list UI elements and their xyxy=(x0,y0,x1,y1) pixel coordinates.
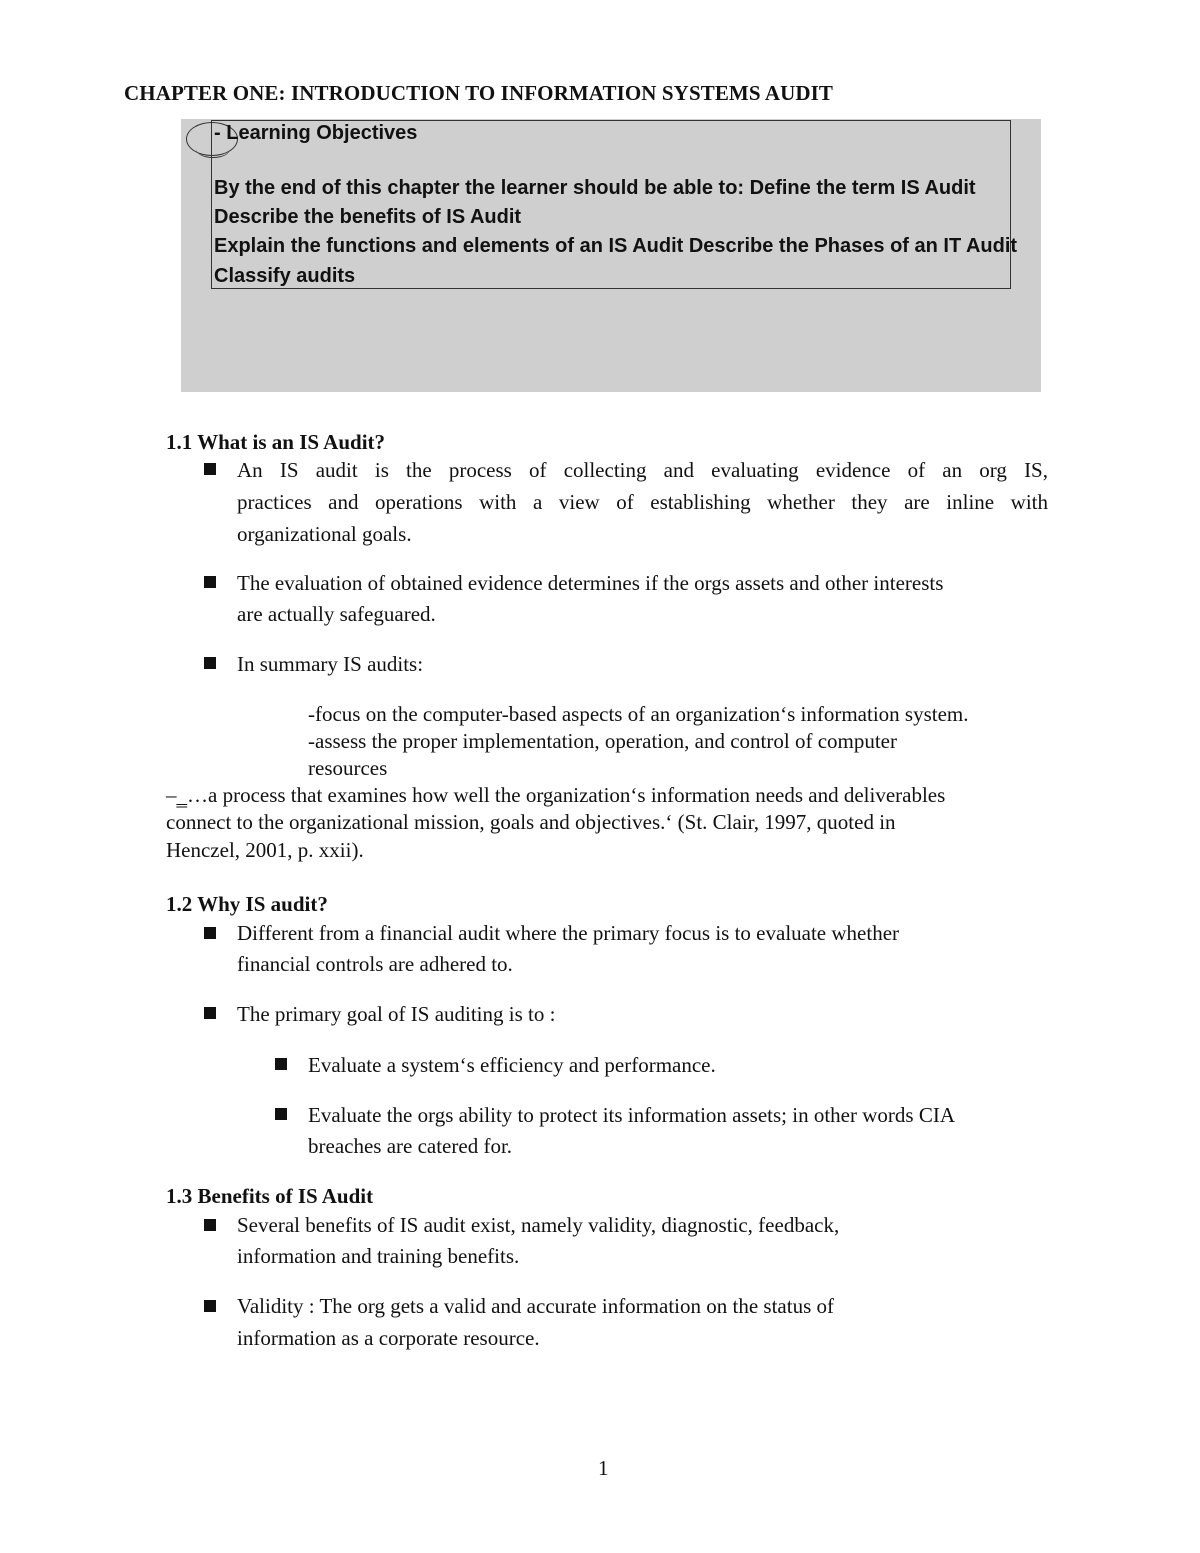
bullet-text: information and training benefits. xyxy=(237,1244,520,1268)
bullet-text: In summary IS audits: xyxy=(237,652,424,676)
bullet-icon xyxy=(204,927,216,939)
learning-objectives-heading-text: Learning Objectives xyxy=(226,122,418,144)
bullet-text: Different from a financial audit where the primary focus is to evaluate whether xyxy=(237,921,900,945)
sub-bullet-text: Evaluate the orgs ability to protect its information assets; in other words CIA xyxy=(308,1103,955,1127)
bullet-icon xyxy=(204,576,216,588)
learning-objective-line: Describe the benefits of IS Audit xyxy=(214,206,522,228)
bullet-icon xyxy=(204,1300,216,1312)
sub-bullet-icon xyxy=(275,1108,287,1120)
bullet-text: The primary goal of IS auditing is to : xyxy=(237,1002,556,1026)
quote-text: –‗…a process that examines how well the organization‘s information needs and deliverables xyxy=(166,783,946,807)
chapter-title: CHAPTER ONE: INTRODUCTION TO INFORMATION SYSTEMS AUDIT xyxy=(124,81,834,105)
sub-item: -assess the proper implementation, operation, and control of computer xyxy=(308,729,897,753)
quote-text: Henczel, 2001, p. xxii). xyxy=(166,838,364,862)
bullet-icon xyxy=(204,657,216,669)
bullet-text: organizational goals. xyxy=(237,522,412,546)
learning-objectives-heading xyxy=(214,122,417,145)
bullet-text: are actually safeguared. xyxy=(237,602,436,626)
sub-item: resources xyxy=(308,756,388,780)
quote-text: connect to the organizational mission, goals and objectives.‘ (St. Clair, 1997, quoted in xyxy=(166,810,896,834)
section-heading-1-2: 1.2 Why IS audit? xyxy=(166,892,328,916)
bullet-text: Several benefits of IS audit exist, namely validity, diagnostic, feedback, xyxy=(237,1213,840,1237)
section-heading-1-3: 1.3 Benefits of IS Audit xyxy=(166,1184,374,1208)
bullet-icon xyxy=(204,1219,216,1231)
bullet-text: An IS audit is the process of collecting and evaluating evidence of an org IS, xyxy=(237,458,1048,482)
bullet-text: Validity : The org gets a valid and accurate information on the status of xyxy=(237,1294,834,1318)
sub-item: -focus on the computer-based aspects of an organization‘s information system. xyxy=(308,702,969,726)
bullet-icon xyxy=(204,1007,216,1019)
bullet-text: The evaluation of obtained evidence determines if the orgs assets and other interests xyxy=(237,571,944,595)
learning-objective-line: Classify audits xyxy=(214,265,356,287)
sub-bullet-text: breaches are catered for. xyxy=(308,1134,513,1158)
bullet-icon xyxy=(204,463,216,475)
sub-bullet-text: Evaluate a system‘s efficiency and performance. xyxy=(308,1053,716,1077)
learning-objective-line: By the end of this chapter the learner should be able to: Define the term IS Audit xyxy=(214,177,976,199)
learning-objective-line: Explain the functions and elements of an IS Audit Describe the Phases of an IT Audit xyxy=(214,235,1018,257)
section-heading-1-1: 1.1 What is an IS Audit? xyxy=(166,430,386,454)
bullet-text: practices and operations with a view of establishing whether they are inline with xyxy=(237,490,1048,514)
page-number: 1 xyxy=(598,1456,609,1480)
bullet-text: financial controls are adhered to. xyxy=(237,952,513,976)
sub-bullet-icon xyxy=(275,1058,287,1070)
bullet-text: information as a corporate resource. xyxy=(237,1326,540,1350)
learning-objectives-box xyxy=(211,120,1011,289)
learning-objectives-marker: - xyxy=(214,122,221,144)
